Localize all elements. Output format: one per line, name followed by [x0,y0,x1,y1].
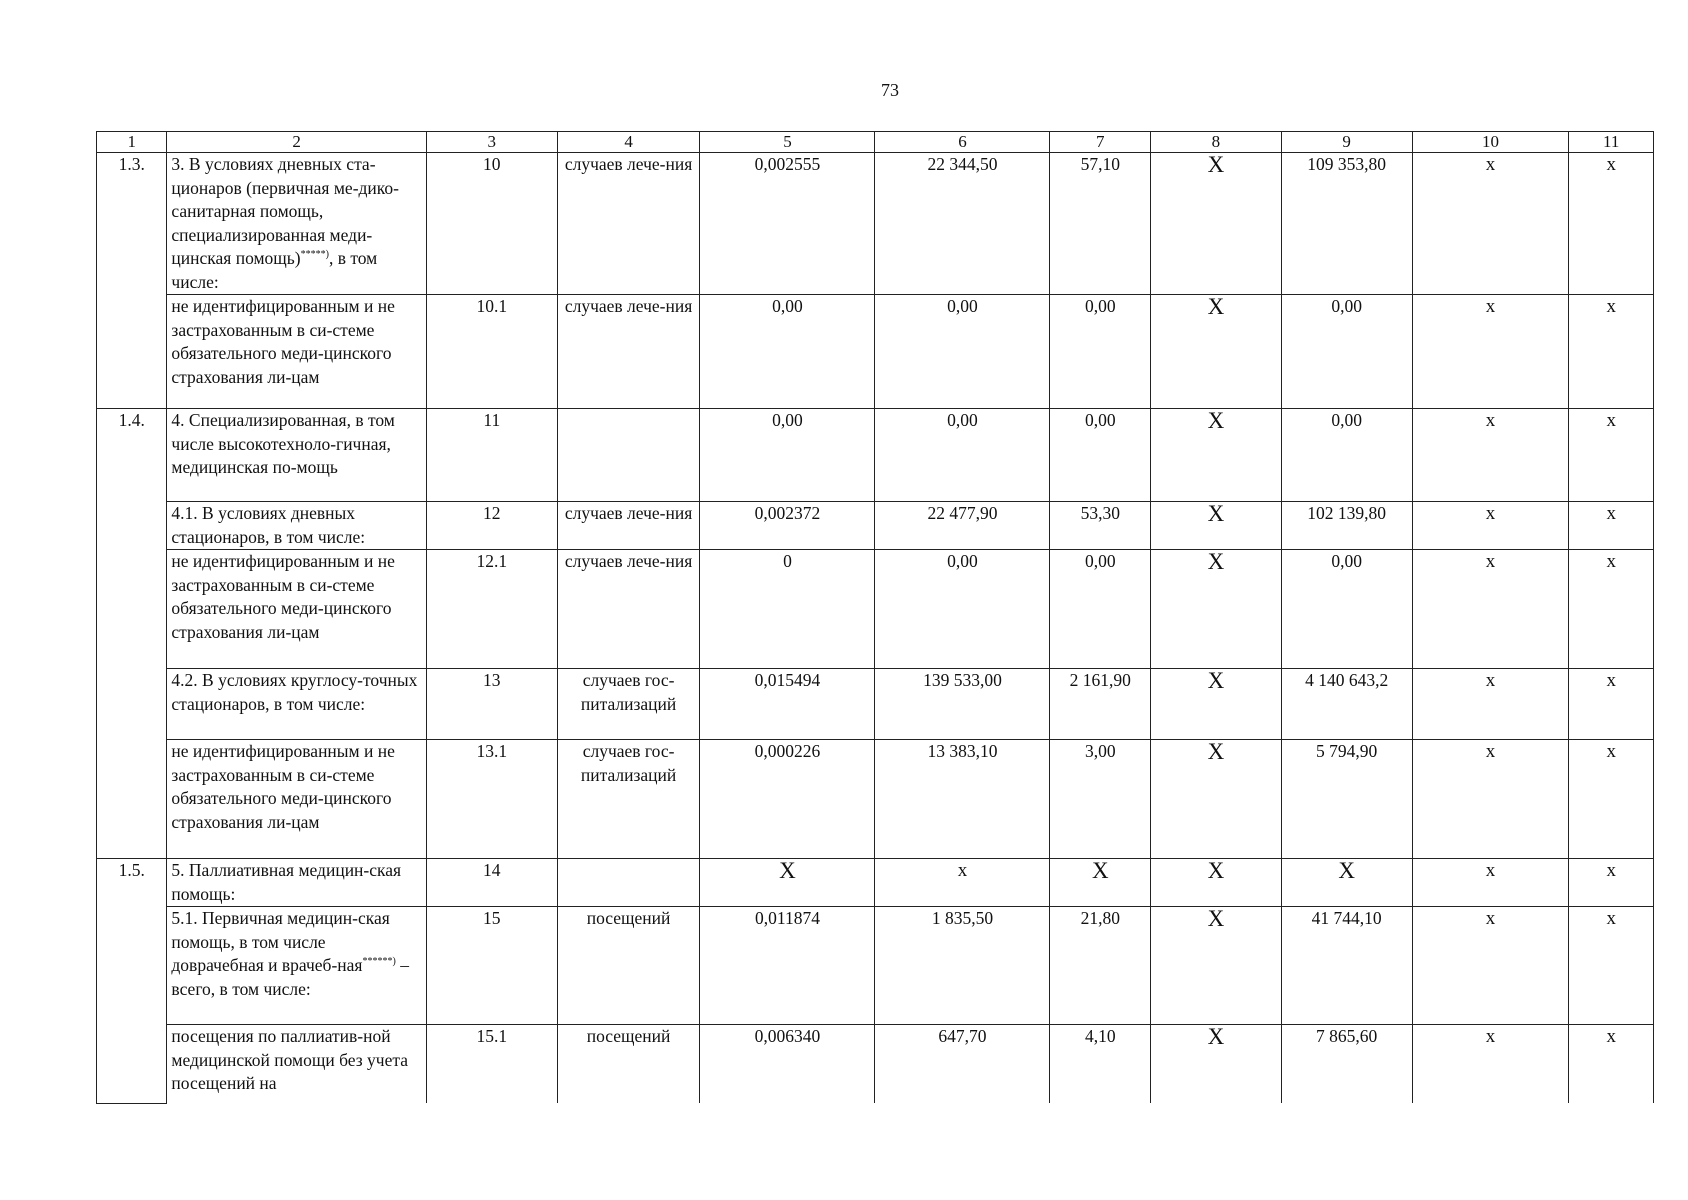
header-cell: 2 [167,132,427,153]
cell-col8: X [1151,502,1282,550]
cell-col8: X [1151,295,1282,409]
cell-col11: x [1569,740,1654,859]
cell-col11: x [1569,907,1654,1025]
cell-col8: X [1151,859,1282,907]
cell-col7: 3,00 [1050,740,1151,859]
header-cell: 1 [97,132,167,153]
row-name: 3. В условиях дневных ста-ционаров (первичная ме-дико-санитарная помощь, специализированная меди-цинская помощь)*****), в том числе: [167,153,427,295]
header-cell: 3 [426,132,557,153]
row-unit: случаев гос-питализаций [557,669,700,740]
cell-col11: x [1569,502,1654,550]
header-cell: 4 [557,132,700,153]
cell-col7: 2 161,90 [1050,669,1151,740]
cell-col6: 22 344,50 [875,153,1050,295]
row-code: 14 [426,859,557,907]
row-name: 4. Специализированная, в том числе высокотехноло-гичная, медицинская по-мощь [167,409,427,502]
header-cell: 7 [1050,132,1151,153]
row-unit: случаев лече-ния [557,295,700,409]
cell-col9: 41 744,10 [1281,907,1412,1025]
row-code: 13 [426,669,557,740]
cell-col10: x [1412,669,1569,740]
cell-col10: x [1412,907,1569,1025]
cell-col11: x [1569,409,1654,502]
cell-col9: 0,00 [1281,550,1412,669]
row-code: 10.1 [426,295,557,409]
table-row [97,295,1654,409]
row-code: 15 [426,907,557,1025]
cell-col9: 4 140 643,2 [1281,669,1412,740]
cell-col10: x [1412,740,1569,859]
cell-col6: 0,00 [875,295,1050,409]
data-table [96,131,1654,1104]
row-name: 4.1. В условиях дневных стационаров, в том числе: [167,502,427,550]
cell-col7: 0,00 [1050,409,1151,502]
cell-col7: 4,10 [1050,1025,1151,1104]
row-number: 1.4. [97,409,167,859]
row-name: не идентифицированным и не застрахованным в си-стеме обязательного меди-цинского страхования ли-цам [167,740,427,859]
cell-col6: 22 477,90 [875,502,1050,550]
cell-col11: x [1569,295,1654,409]
cell-col10: x [1412,550,1569,669]
cell-col8: X [1151,1025,1282,1104]
row-unit: случаев лече-ния [557,550,700,669]
row-unit: посещений [557,1025,700,1104]
cell-col6: 13 383,10 [875,740,1050,859]
header-cell: 5 [700,132,875,153]
table-row [97,409,1654,502]
row-code: 12 [426,502,557,550]
row-number: 1.5. [97,859,167,1104]
row-number: 1.3. [97,153,167,409]
cell-col10: x [1412,1025,1569,1104]
row-code: 11 [426,409,557,502]
cell-col9: 102 139,80 [1281,502,1412,550]
cell-col8: X [1151,907,1282,1025]
cell-col11: x [1569,859,1654,907]
row-code: 12.1 [426,550,557,669]
table-row [97,502,1654,550]
cell-col8: X [1151,409,1282,502]
cell-col6: 1 835,50 [875,907,1050,1025]
cell-col6: x [875,859,1050,907]
header-cell: 9 [1281,132,1412,153]
cell-col9: 7 865,60 [1281,1025,1412,1104]
row-name: 5. Паллиативная медицин-ская помощь: [167,859,427,907]
cell-col7: 0,00 [1050,295,1151,409]
cell-col5: 0,00 [700,409,875,502]
row-code: 10 [426,153,557,295]
cell-col6: 0,00 [875,409,1050,502]
cell-col6: 0,00 [875,550,1050,669]
row-unit [557,409,700,502]
cell-col5: 0 [700,550,875,669]
table-row [97,740,1654,859]
cell-col9: 0,00 [1281,295,1412,409]
row-unit [557,859,700,907]
cell-col9: X [1281,859,1412,907]
cell-col5: 0,00 [700,295,875,409]
cell-col7: 21,80 [1050,907,1151,1025]
cell-col11: x [1569,1025,1654,1104]
row-unit: случаев гос-питализаций [557,740,700,859]
table-row [97,1025,1654,1104]
cell-col5: 0,002372 [700,502,875,550]
header-cell: 10 [1412,132,1569,153]
header-row [97,132,1654,153]
row-name: не идентифицированным и не застрахованным в си-стеме обязательного меди-цинского страхования ли-цам [167,550,427,669]
cell-col7: 57,10 [1050,153,1151,295]
cell-col9: 0,00 [1281,409,1412,502]
cell-col8: X [1151,153,1282,295]
cell-col5: 0,011874 [700,907,875,1025]
cell-col8: X [1151,669,1282,740]
table-row [97,669,1654,740]
table-row [97,859,1654,907]
cell-col11: x [1569,669,1654,740]
cell-col7: X [1050,859,1151,907]
page-number: 73 [881,80,899,100]
cell-col10: x [1412,153,1569,295]
cell-col7: 53,30 [1050,502,1151,550]
cell-col5: 0,015494 [700,669,875,740]
table-row [97,550,1654,669]
row-unit: случаев лече-ния [557,502,700,550]
row-name: посещения по паллиатив-ной медицинской помощи без учета посещений на [167,1025,427,1104]
cell-col6: 139 533,00 [875,669,1050,740]
row-name: 4.2. В условиях круглосу-точных стационаров, в том числе: [167,669,427,740]
cell-col10: x [1412,859,1569,907]
cell-col5: 0,006340 [700,1025,875,1104]
cell-col10: x [1412,295,1569,409]
row-name: не идентифицированным и не застрахованным в си-стеме обязательного меди-цинского страхования ли-цам [167,295,427,409]
cell-col5: X [700,859,875,907]
cell-col10: x [1412,502,1569,550]
table-row [97,907,1654,1025]
cell-col8: X [1151,550,1282,669]
row-unit: случаев лече-ния [557,153,700,295]
cell-col7: 0,00 [1050,550,1151,669]
cell-col6: 647,70 [875,1025,1050,1104]
header-cell: 6 [875,132,1050,153]
cell-col8: X [1151,740,1282,859]
cell-col11: x [1569,153,1654,295]
row-name: 5.1. Первичная медицин-ская помощь, в том числе доврачебная и врачеб-ная******) – всего, в том числе: [167,907,427,1025]
cell-col10: x [1412,409,1569,502]
table-row [97,153,1654,295]
row-unit: посещений [557,907,700,1025]
cell-col5: 0,002555 [700,153,875,295]
cell-col9: 109 353,80 [1281,153,1412,295]
cell-col9: 5 794,90 [1281,740,1412,859]
row-code: 13.1 [426,740,557,859]
header-cell: 11 [1569,132,1654,153]
cell-col11: x [1569,550,1654,669]
row-code: 15.1 [426,1025,557,1104]
header-cell: 8 [1151,132,1282,153]
cell-col5: 0,000226 [700,740,875,859]
